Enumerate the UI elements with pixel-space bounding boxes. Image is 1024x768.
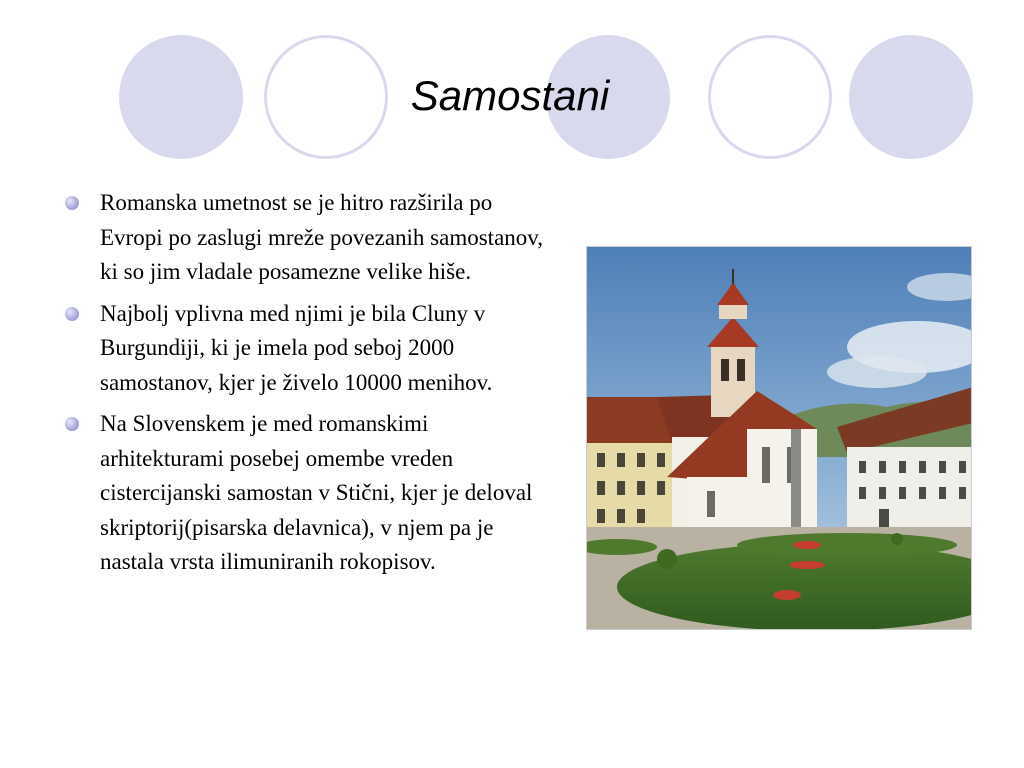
bullet-text: Na Slovenskem je med romanskimi arhitekturami posebej omembe vreden cistercijanski samostan v Stični, kjer je deloval skriptorij(pisarska delavnica), v njem pa je nastala vrsta ilimuniranih rokopisov.	[100, 411, 533, 574]
bullet-dot-icon	[65, 307, 79, 321]
slide-title: Samostani	[410, 72, 610, 119]
bullet-dot-icon	[65, 196, 79, 210]
decorative-circle-5	[849, 35, 973, 159]
bullet-text: Najbolj vplivna med njimi je bila Cluny v Burgundiji, ki je imela pod seboj 2000 samostanov, kjer je živelo 10000 menihov.	[100, 300, 493, 395]
bullet-item	[62, 297, 557, 401]
monastery-photo	[586, 246, 972, 630]
bullet-item	[62, 186, 557, 290]
bullet-text: Romanska umetnost se je hitro razširila po Evropi po zaslugi mreže povezanih samostanov, ki so jim vladale posamezne velike hiše.	[100, 190, 544, 284]
monastery-illustration	[587, 247, 972, 630]
decorative-circle-4	[708, 35, 832, 159]
bullet-item	[62, 407, 557, 580]
bullet-dot-icon	[65, 417, 79, 431]
bullet-list	[62, 186, 557, 587]
decorative-circle-1	[119, 35, 243, 159]
